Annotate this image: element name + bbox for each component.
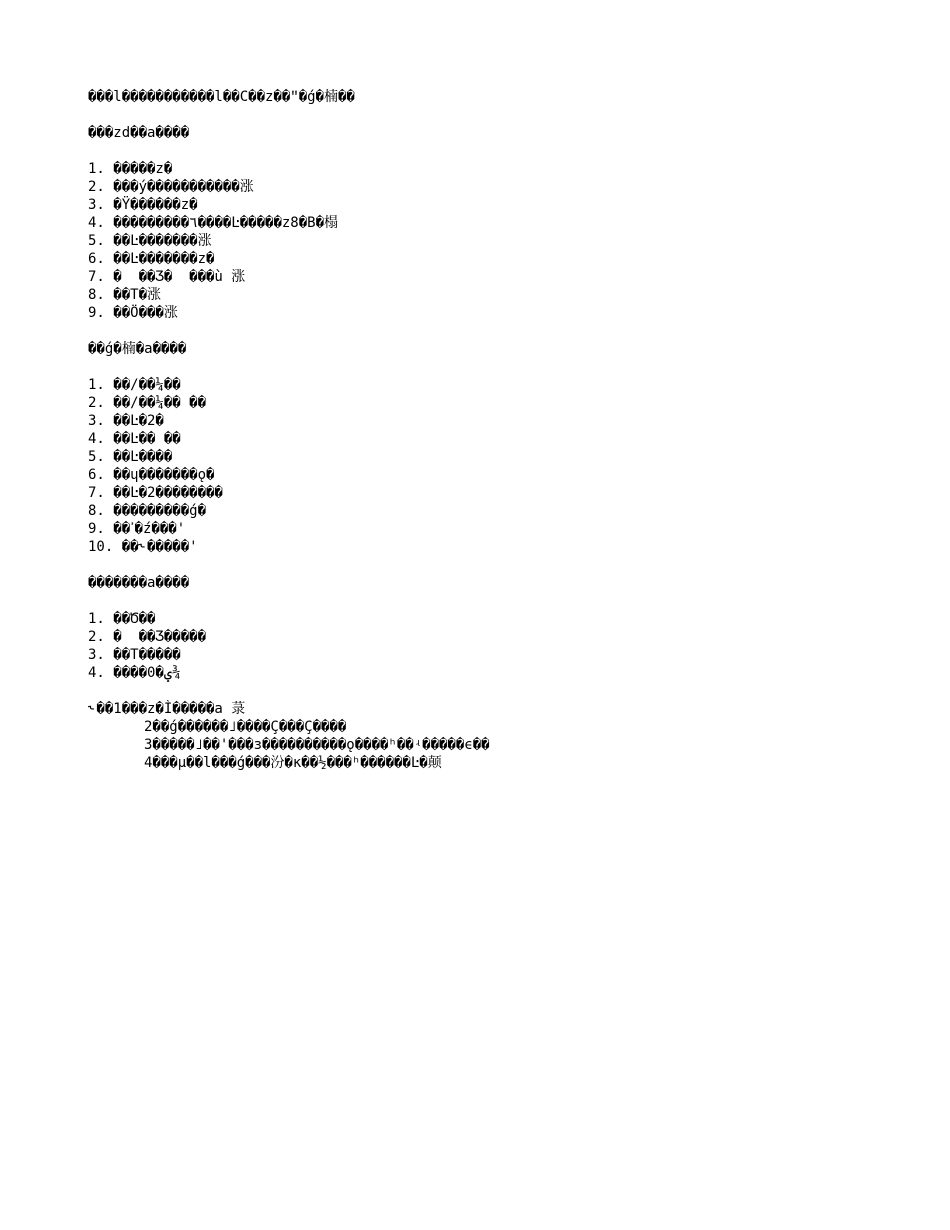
document-title: ���l�����������l��C��z��ʺ�ǵ�楠�� [88,89,355,105]
spacer [88,358,908,376]
list-item: 2. ���ý�����������涨 [88,179,254,195]
note-line: 3�����˩��'���ɜ����������ǫ����ʰ��ʵ�����ϵ�� [144,737,490,753]
list-item: 7. � ��Ʒ� ���ù 涨 [88,269,246,285]
list-item: 4. ��Ŀ�� �� [88,431,181,447]
section-heading: ��ǵ�楠�a���� [88,341,187,357]
section-heading: ���zd��a���� [88,125,190,141]
list-item: 6. ��Ŀ�������z� [88,251,215,267]
section-heading: �������a���� [88,575,190,591]
list-item: 7. ��Ŀ�2�������� [88,485,223,501]
list-item: 3. �Ÿ������z� [88,197,198,213]
list-item: 9. ��ߴ�ź���' [88,521,186,537]
spacer [88,682,908,700]
spacer [88,592,908,610]
list-item: 9. ��Ȫ���涨 [88,305,178,321]
list-item: 4. ����0�ؠ¾ [88,665,181,681]
spacer [88,142,908,160]
list-item: 5. ��Ŀ�������涨 [88,233,212,249]
list-item: 5. ��Ŀ���� [88,449,173,465]
list-item: 1. ��Ծ�� [88,611,156,627]
list-item: 6. ��ɥ�������ǫ� [88,467,215,483]
list-item: 2. � ��Ʒ����� [88,629,207,645]
list-item: 8. ��T�涨 [88,287,162,303]
spacer [88,106,908,124]
list-item: 10. ��˞�����' [88,539,198,555]
list-item: 2. ��/��¼�� �� [88,395,207,411]
list-item: 8. ���������ǵ� [88,503,207,519]
list-item: 1. �����z� [88,161,173,177]
note-line: 2��ǵ������˩����Ç���Ç���� [144,719,347,735]
note-line: ˞��1���z�Ì�����a 菉 [88,701,246,717]
note-line: 4���µ��l���ǵ���汾�к��½���ʰ������Ŀ�颠 [144,755,442,771]
list-item: 1. ��/��¼�� [88,377,181,393]
spacer [88,556,908,574]
list-item: 3. ��Ŀ�2� [88,413,164,429]
spacer [88,322,908,340]
document-body [88,88,908,772]
list-item: 4. ���������٦����Ŀ�����z8�B�榻 [88,215,339,231]
list-item: 3. ��T����� [88,647,181,663]
